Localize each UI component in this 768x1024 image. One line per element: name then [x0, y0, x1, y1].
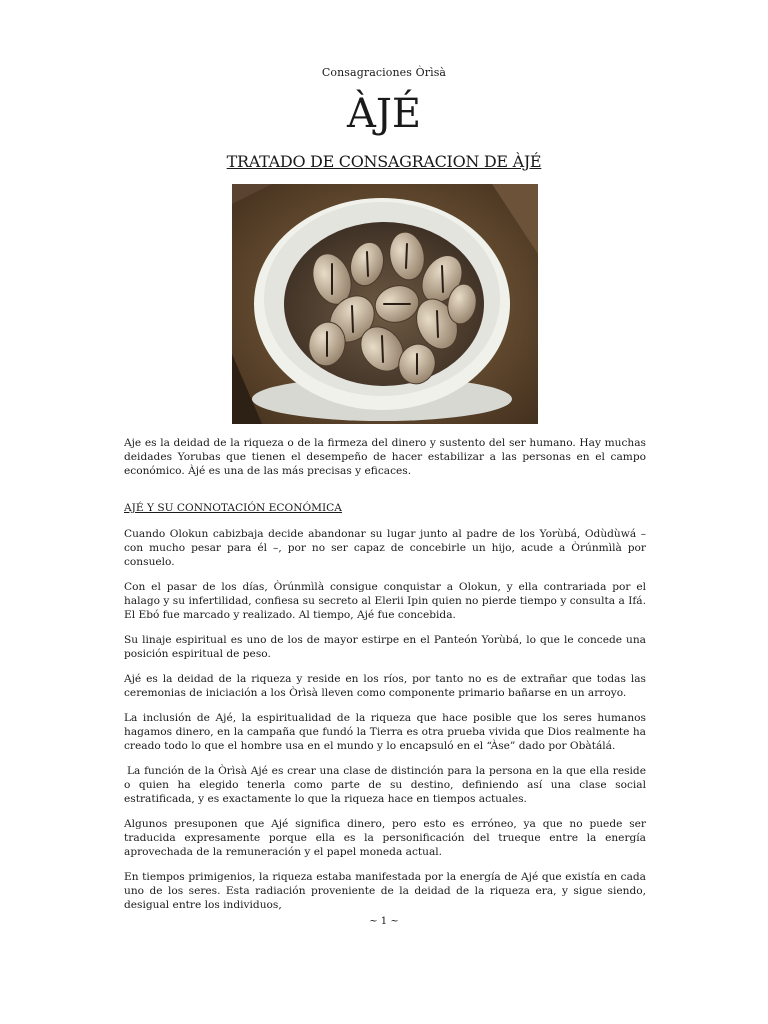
body-paragraph: Su linaje espiritual es uno de los de mayor estirpe en el Panteón Yorùbá, lo que le concede una posición espiritual de peso.: [124, 634, 646, 660]
body-paragraph: En tiempos primigenios, la riqueza estaba manifestada por la energía de Ajé que existía en cada uno de los seres. Esta radiación proveniente de la deidad de la riqueza era, y sigue siendo, desigual entre los individuos,: [124, 871, 646, 911]
page-title: ÀJÉ: [346, 91, 422, 137]
document-header: Consagraciones Òrìsà: [321, 66, 447, 79]
body-paragraph: Algunos presuponen que Ajé significa dinero, pero esto es erróneo, ya que no puede ser traducida expresamente porque ella es la personificación del trueque entre la energía aprovechada de la remuneración y el papel moneda actual.: [124, 818, 646, 858]
page-subtitle: TRATADO DE CONSAGRACION DE ÀJÉ: [226, 152, 542, 171]
page-number: ~ 1 ~: [369, 916, 399, 927]
body-paragraph: Cuando Olokun cabizbaja decide abandonar su lugar junto al padre de los Yorùbá, Odùdùwá – con mucho pesar para él –, por no ser capaz de concebirle un hijo, acude a Òrúnmìlà por consuelo.: [124, 528, 646, 568]
document-body: [124, 436, 646, 923]
section-heading: AJÉ Y SU CONNOTACIÓN ECONÓMICA: [124, 502, 342, 514]
body-paragraph: La función de la Òrìsà Ajé es crear una clase de distinción para la persona en la que ella reside o quien ha elegido tenerla como parte de su destino, definiendo así una clase social estratificada, y es exactamente lo que la riqueza hace en tiempos actuales.: [124, 765, 646, 805]
body-paragraph: Con el pasar de los días, Òrúnmìlà consigue conquistar a Olokun, y ella contrariada por el halago y su infertilidad, confiesa su secreto al Elerii Ipin quien no pierde tiempo y consulta a Ifá. El Ebó fue marcado y realizado. Al tiempo, Ajé fue concebida.: [124, 581, 646, 621]
bowl-of-cowrie-shells-icon: [232, 184, 538, 424]
intro-paragraph: Aje es la deidad de la riqueza o de la firmeza del dinero y sustento del ser humano. Hay muchas deidades Yorubas que tienen el desempeño de hacer estabilizar a las personas en el campo económico. Àjé es una de las más precisas y eficaces.: [124, 437, 646, 477]
cowrie-bowl-photo: [232, 184, 538, 424]
body-paragraph: Ajé es la deidad de la riqueza y reside en los ríos, por tanto no es de extrañar que todas las ceremonias de iniciación a los Òrìsà lleven como componente primario bañarse en un arroyo.: [124, 673, 646, 699]
body-paragraph: La inclusión de Ajé, la espiritualidad de la riqueza que hace posible que los seres humanos hagamos dinero, en la campaña que fundó la Tierra es otra prueba vivida que Dios realmente ha creado todo lo que el hombre usa en el mundo y lo encapsuló en el “Àse” dado por Obàtálá.: [124, 712, 646, 752]
